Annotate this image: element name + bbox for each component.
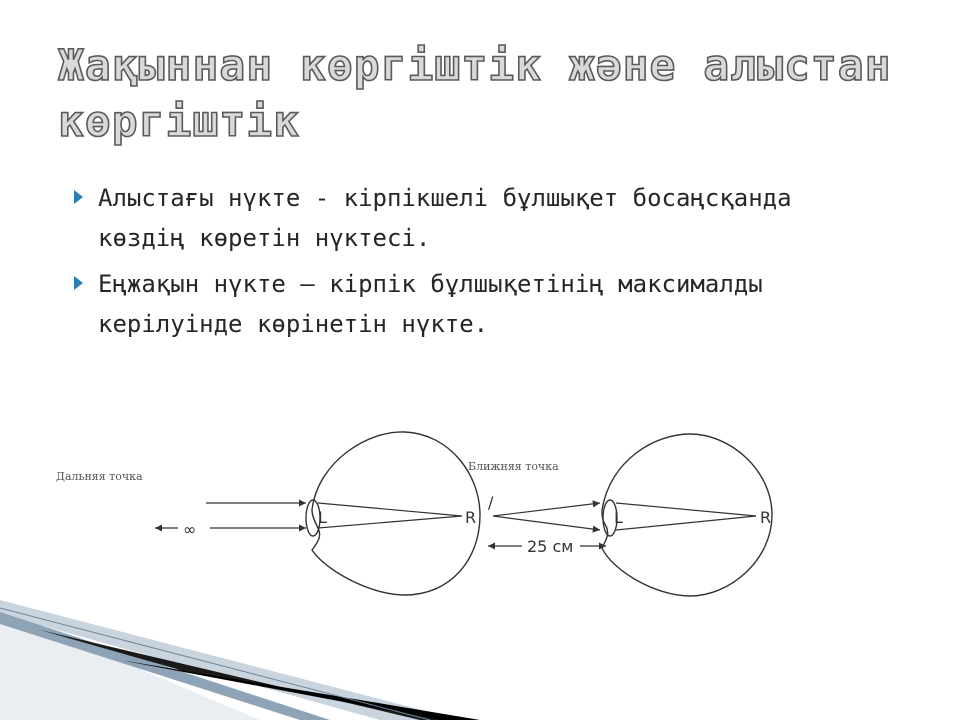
lens-label-left: L [318, 508, 327, 527]
infinity-symbol: ∞ [183, 520, 197, 539]
near-point-label: Ближняя точка [468, 460, 559, 473]
bullet-text: Еңжақын нүкте – кірпік бұлшықетінің максималды керілуінде көрінетін нүкте. [98, 270, 763, 338]
left-eye [306, 432, 480, 595]
bullet-item [72, 264, 892, 344]
lens-label-right: L [614, 508, 623, 527]
triangle-right-icon [74, 276, 83, 290]
bullet-list [72, 178, 892, 350]
triangle-right-icon [74, 190, 83, 204]
eye-accommodation-diagram [0, 420, 960, 610]
distance-label: 25 см [527, 537, 574, 556]
bullet-text: Алыстағы нүкте - кірпікшелі бұлшықет босаңсқанда көздің көретін нүктесі. [98, 184, 792, 252]
left-rays [155, 503, 462, 528]
far-point-label: Дальняя точка [56, 470, 143, 483]
retina-label-right: R [760, 508, 772, 527]
bullet-item [72, 178, 892, 258]
decorative-corner-stripes [0, 600, 520, 720]
retina-label-left: R [465, 508, 477, 527]
slide-title: Жақыннан көргіштік және алыстан көргіштік [58, 41, 892, 147]
object-marker: / [488, 493, 494, 512]
